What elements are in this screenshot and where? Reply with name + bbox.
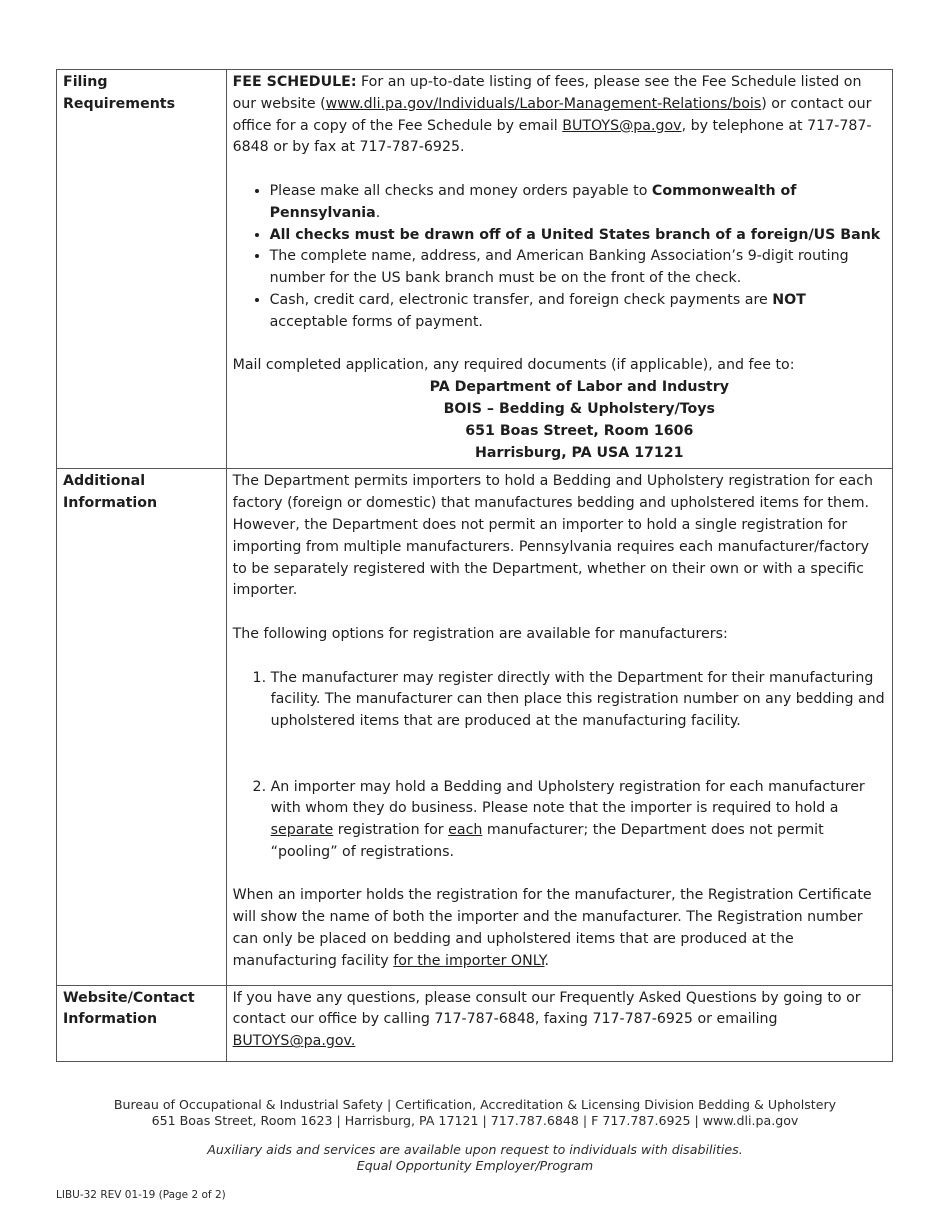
website-contact-row: [57, 985, 893, 1061]
bullet4-bold: NOT: [772, 291, 806, 308]
bullet4-post: acceptable forms of payment.: [269, 313, 483, 330]
footer-accessibility: [0, 1142, 950, 1174]
option2-each: each: [448, 822, 483, 839]
additional-information-content: [226, 469, 892, 985]
certificate-paragraph: [233, 885, 886, 972]
website-contact-content: [226, 985, 892, 1061]
additional-information-label: Additional Information: [57, 469, 227, 985]
address-line: Harrisburg, PA USA 17121: [475, 444, 684, 461]
requirements-table: [56, 69, 893, 1062]
footer-line-4: Equal Opportunity Employer/Program: [356, 1158, 594, 1173]
address-line: BOIS – Bedding & Upholstery/Toys: [443, 400, 715, 417]
footer-line-2: 651 Boas Street, Room 1623 | Harrisburg, PA 17121 | 717.787.6848 | F 717.787.6925 | www.dli.pa.gov: [151, 1113, 799, 1128]
option2-text-c: manufacturer; the Department does not permit “pooling” of registrations.: [270, 822, 824, 860]
fee-text-2: ) or contact our office for a copy of the Fee Schedule by email: [232, 95, 872, 134]
importer-paragraph: The Department permits importers to hold a Bedding and Upholstery registration for each factory (foreign or domestic) that manufactures bedding and upholstered items for them. However, the Department does not permit an importer to hold a single registration for importing from multiple manufacturers. Pennsylvania requires each manufacturer/factory to be separately registered with the Department, whether on their own or with a specific importer.: [232, 473, 873, 599]
bullet2-bold: All checks must be drawn off of a United States branch of a foreign/US Bank: [269, 226, 881, 243]
additional-information-row: [57, 469, 893, 985]
mailing-address: [233, 377, 886, 464]
bullet4-text: Cash, credit card, electronic transfer, and foreign check payments are: [269, 291, 773, 308]
bullet1-post: .: [375, 204, 381, 221]
filing-requirements-content: [226, 70, 892, 469]
mail-instructions: Mail completed application, any required documents (if applicable), and fee to:: [232, 357, 795, 374]
payment-rule-payable: [270, 181, 886, 225]
option-manufacturer-direct: 1. The manufacturer may register directly with the Department for their manufacturing facility. The manufacturer can then place this registration number on any bedding and upholstered items that are produced at the manufacturing facility.: [271, 668, 886, 733]
fee-text-1: For an up-to-date listing of fees, please see the Fee Schedule listed on our website (: [232, 74, 862, 112]
payment-rules-list: [233, 181, 886, 334]
fee-email-link[interactable]: BUTOYS@pa.gov: [562, 117, 682, 134]
form-number: LIBU-32 REV 01-19 (Page 2 of 2): [56, 1189, 226, 1201]
para3-underline: for the importer ONLY: [393, 952, 545, 969]
address-line: PA Department of Labor and Industry: [429, 379, 729, 396]
payment-rule-not-accepted: [270, 290, 886, 334]
para3-text: When an importer holds the registration for the manufacturer, the Registration Certificate will show the name of both the importer and the manufacturer. The Registration number can only be placed on bedding and upholstered items that are produced at the manufacturing facility: [232, 887, 872, 969]
option2-text-b: registration for: [333, 822, 449, 839]
bullet1-text: Please make all checks and money orders payable to: [269, 182, 652, 199]
option2-separate: separate: [270, 822, 334, 839]
filing-requirements-label: Filing Requirements: [57, 70, 227, 469]
contact-text: If you have any questions, please consult our Frequently Asked Questions by going to or contact our office by calling 717-787-6848, faxing 717-787-6925 or emailing: [232, 989, 861, 1028]
option2-text-a: An importer may hold a Bedding and Upholstery registration for each manufacturer with whom they do business. Please note that the importer is required to hold a: [270, 778, 865, 817]
fee-text-3: , by telephone at 717-787-6848 or by fax at 717-787-6925.: [232, 117, 872, 156]
registration-options-list: [233, 668, 886, 864]
contact-paragraph: [233, 988, 886, 1053]
filing-requirements-row: [57, 70, 893, 469]
footer-bureau: [0, 1097, 950, 1129]
payment-rule-routing: • The complete name, address, and American Banking Association’s 9-digit routing number for the US bank branch must be on the front of the check.: [270, 246, 886, 290]
payment-rule-us-bank: [270, 225, 886, 247]
fee-schedule-title: FEE SCHEDULE:: [232, 74, 357, 90]
website-contact-label: Website/Contact Information: [57, 985, 227, 1061]
contact-email-link[interactable]: BUTOYS@pa.gov.: [232, 1033, 356, 1050]
fee-schedule-paragraph: [233, 72, 886, 159]
fee-schedule-link[interactable]: www.dli.pa.gov/Individuals/Labor-Management-Relations/bois: [325, 95, 762, 112]
bullet1-bold: Commonwealth of Pennsylvania: [269, 182, 797, 221]
para3-end: .: [544, 952, 550, 969]
footer-line-1: Bureau of Occupational & Industrial Safety | Certification, Accreditation & Licensing Division Bedding & Upholstery: [113, 1097, 837, 1112]
address-line: 651 Boas Street, Room 1606: [465, 422, 694, 439]
options-intro: The following options for registration are available for manufacturers:: [232, 625, 728, 642]
option-importer-hold: [271, 777, 886, 864]
footer-line-3: Auxiliary aids and services are available upon request to individuals with disabilities.: [207, 1142, 743, 1157]
